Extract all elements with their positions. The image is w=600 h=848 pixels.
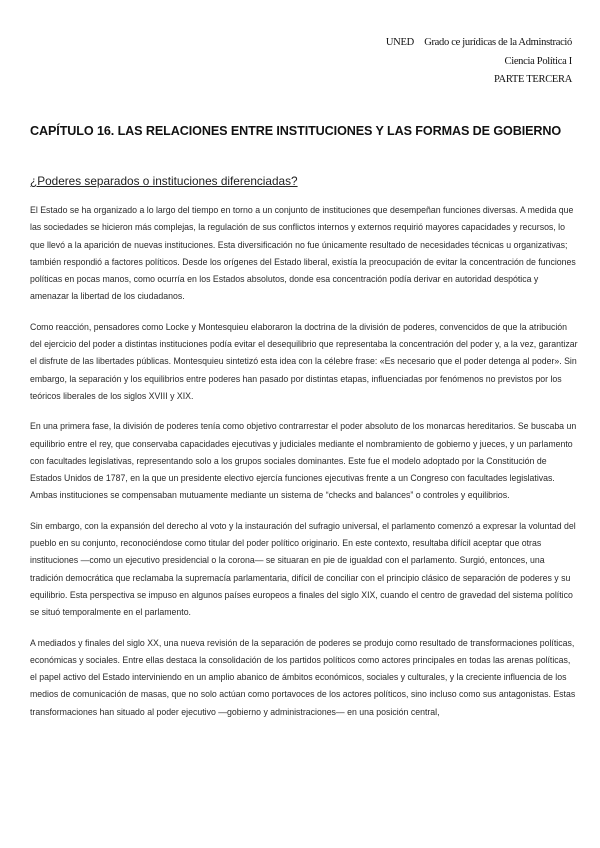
header-part: PARTE TERCERA	[493, 74, 572, 85]
header-degree: Grado ce jurídicas de la Adminstració	[424, 37, 572, 48]
section-title: ¿Poderes separados o instituciones diferenciadas?	[30, 174, 298, 188]
paragraph: En una primera fase, la división de poderes tenía como objetivo contrarrestar el poder absoluto de los monarcas hereditarios. Se buscaba un equilibrio entre el rey, que conservaba capacidades ejecutivas y judiciales mediante el nombramiento de gobierno y jueces, y un parlamento con facultades legislativas, representando solo a los grupos sociales dominantes. Este fue el modelo adoptado por la Constitución de Estados Unidos de 1787, en la que un presidente electivo ejercía funciones ejecutivas frente a un Congreso con facultades legislativas. Ambas instituciones se compensaban mutuamente mediante un sistema de “checks and balances” o controles y equilibrios.	[30, 421, 577, 501]
header-subject: Ciencia Política I	[504, 55, 572, 67]
header-institution: UNED	[385, 37, 414, 48]
paragraph: El Estado se ha organizado a lo largo del tiempo en torno a un conjunto de instituciones que desempeñan funciones diversas. A medida que las sociedades se hicieron más complejas, la regulación de sus conflictos internos y externos requirió mayores capacidades y recursos, lo que llevó a la aparición de nuevas instituciones. Esta diversificación no fue únicamente resultado de necesidades técnicas u organizativas; también respondió a factores políticos. Desde los orígenes del Estado liberal, existía la preocupación de evitar la concentración de funciones políticas en pocas manos, como ocurría en los Estados absolutos, donde esa concentración podía derivar en autoridad despótica y amenazar la libertad de los ciudadanos.	[30, 205, 576, 302]
paragraph: A mediados y finales del siglo XX, una nueva revisión de la separación de poderes se produjo como resultado de transformaciones políticas, económicas y sociales. Entre ellas destaca la consolidación de los partidos políticos como actores principales en todas las arenas políticas, el papel activo del Estado interviniendo en un amplio abanico de ámbitos económicos, sociales y culturales, y la creciente influencia de los medios de comunicación de masas, que no solo actúan como portavoces de los actores políticos, sino incluso como sus antagonistas. Estas transformaciones han situado al poder ejecutivo —gobierno y administraciones— en una posición central,	[30, 637, 576, 717]
paragraph: Como reacción, pensadores como Locke y Montesquieu elaboraron la doctrina de la división de poderes, convencidos de que la atribución del ejercicio del poder a distintas instituciones podía evitar el desequilibrio que representaba la concentración del poder y, a la vez, garantizar el disfrute de las libertades públicas. Montesquieu sintetizó esta idea con la célebre frase: «Es necesario que el poder detenga al poder». Sin embargo, la separación y los equilibrios entre poderes han pasado por distintas etapas, influenciadas por fenómenos no previstos por los teóricos liberales de los siglos XVIII y XIX.	[30, 321, 578, 401]
body-text	[30, 202, 578, 734]
chapter-title: CAPÍTULO 16. LAS RELACIONES ENTRE INSTITUCIONES Y LAS FORMAS DE GOBIERNO	[30, 124, 562, 138]
paragraph: Sin embargo, con la expansión del derecho al voto y la instauración del sufragio universal, el parlamento comenzó a expresar la voluntad del pueblo en su conjunto, reconociéndose como titular del poder político originario. En este contexto, resultaba difícil aceptar que otras instituciones —como un ejecutivo presidencial o la corona— se situaran en pie de igualdad con el parlamento. Surgió, entonces, una tradición democrática que reclamaba la supremacía parlamentaria, difícil de conciliar con el principio clásico de separación de poderes y su equilibrio. Esta perspectiva se impuso en algunos países europeos a finales del siglo XIX, cuando el centro de gravedad del sistema político se situó temporalmente en el parlamento.	[30, 520, 576, 618]
page-header	[378, 34, 572, 90]
